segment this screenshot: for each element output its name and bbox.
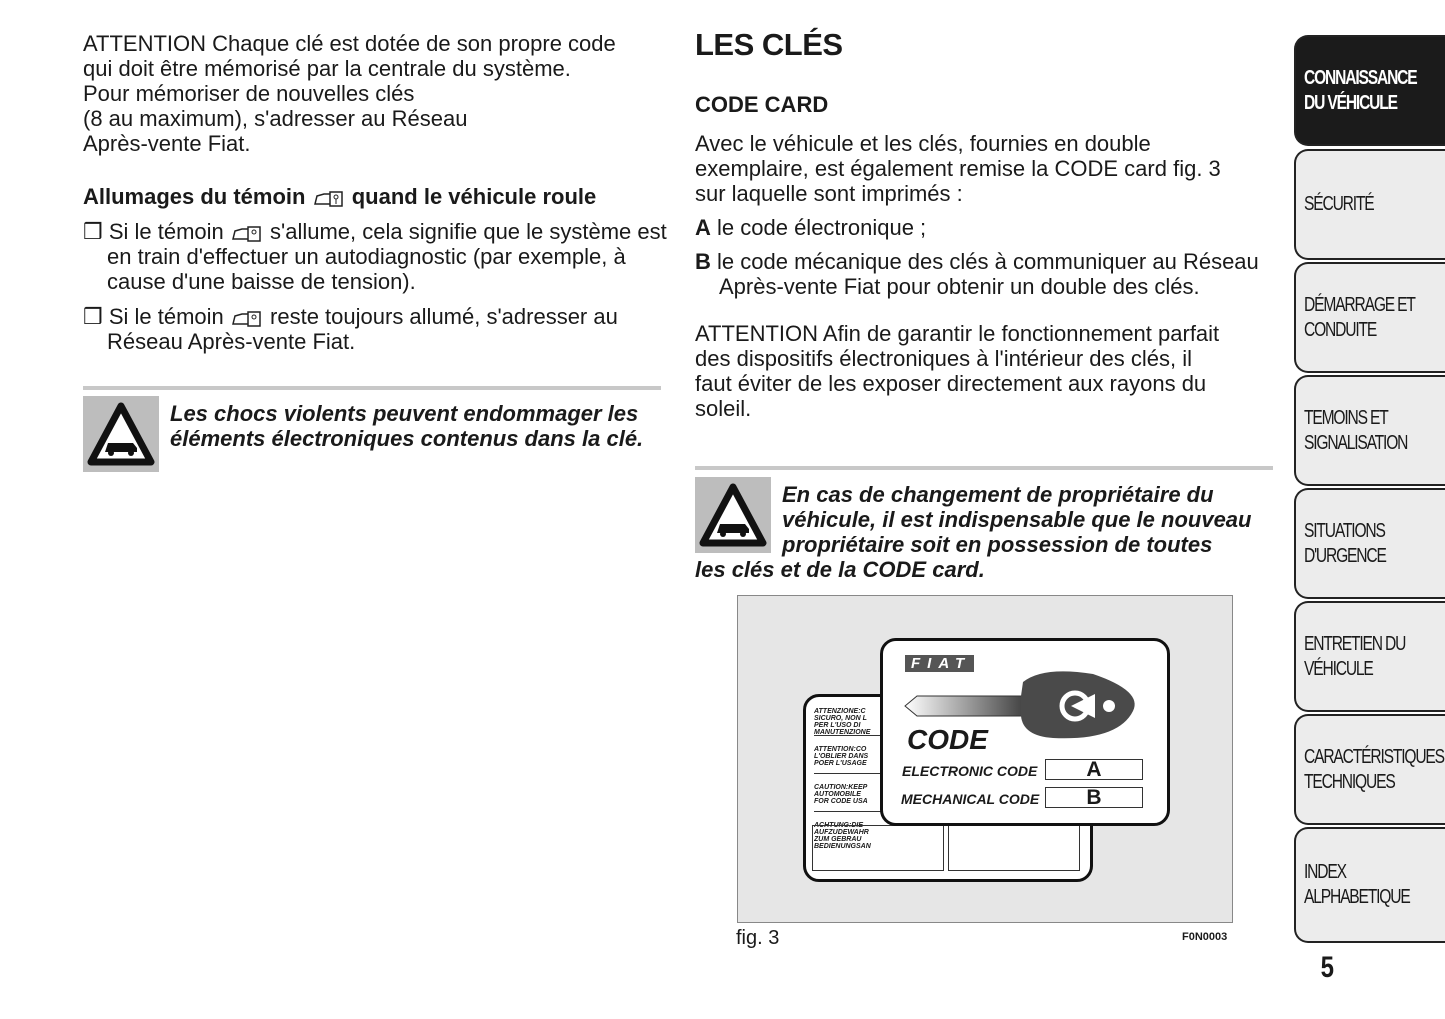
tab-label: CARACTÉRISTIQUES TECHNIQUES: [1304, 745, 1444, 793]
bullet-item: [83, 219, 687, 294]
text: reste toujours allumé, s'adresser au Réseau Après-vente Fiat.: [107, 304, 618, 354]
tab-label: ENTRETIEN DU VÉHICULE: [1304, 632, 1406, 680]
text-line: Pour mémoriser de nouvelles clés: [83, 81, 415, 106]
text-line: sur laquelle sont imprimés :: [695, 181, 963, 206]
blank-box: [948, 825, 1080, 871]
tab-label: INDEX ALPHABETIQUE: [1304, 861, 1410, 908]
text-line: Avec le véhicule et les clés, fournies en double: [695, 131, 1151, 156]
mechanical-code-box: B: [1045, 787, 1143, 808]
tab-label: CONNAISSANCE DU VÉHICULE: [1304, 66, 1417, 114]
divider: [695, 466, 1273, 470]
text: le code mécanique des clés à communiquer au Réseau Après-vente Fiat pour obtenir un double des clés.: [717, 249, 1259, 299]
warning-triangle-icon: [695, 477, 771, 553]
text-line: éléments électroniques contenus dans la clé.: [170, 426, 644, 451]
section-title: CODE CARD: [695, 92, 829, 117]
warning-text: les clés et de la CODE card.: [695, 557, 985, 582]
immobilizer-icon: [230, 306, 264, 328]
text-line: exemplaire, est également remise la CODE card fig. 3: [695, 156, 1221, 181]
list-item-a: [695, 215, 926, 240]
text-line: soleil.: [695, 396, 752, 421]
label: A: [695, 215, 711, 240]
code-card-figure: [737, 595, 1233, 923]
text: quand le véhicule roule: [351, 184, 597, 209]
divider: [83, 386, 661, 390]
text-line: En cas de changement de propriétaire du: [782, 482, 1214, 507]
text-line: faut éviter de les exposer directement aux rayons du: [695, 371, 1207, 396]
tab-demarrage-et-conduite[interactable]: [1294, 262, 1445, 373]
text-line: ACHTUNG:DIE AUFZUDEWAHR ZUM GEBRAU BEDIENUNGSAN: [814, 822, 871, 850]
text: ❒ Si le témoin: [83, 219, 224, 244]
text-line: CAUTION:KEEP AUTOMOBILE FOR CODE USA: [814, 781, 894, 812]
tab-label: TEMOINS ET SIGNALISATION: [1304, 406, 1408, 454]
electronic-code-box: A: [1045, 759, 1143, 780]
tab-entretien-du-vehicule[interactable]: [1294, 601, 1445, 712]
immobilizer-icon: [312, 186, 346, 208]
warning-text: [170, 401, 643, 451]
text-line: ATTENZIONE:C SICURO, NON L PER L'USO DI MANUTENZIONE: [814, 708, 894, 736]
warning-text: [782, 482, 1251, 557]
tab-label: SITUATIONS D'URGENCE: [1304, 519, 1386, 567]
text-line: ATTENTION:CO L'OBLIER DANS POER L'USAGE: [814, 743, 894, 774]
attention-sun: [695, 321, 1285, 421]
tab-temoins-et-signalisation[interactable]: [1294, 375, 1445, 486]
attention-keys: [83, 31, 673, 156]
blank-box: [812, 825, 944, 871]
warning-triangle-icon: [83, 396, 159, 472]
text-line: (8 au maximum), s'adresser au Réseau: [83, 106, 468, 131]
text: ❒ Si le témoin: [83, 304, 224, 329]
text-line: des dispositifs électroniques à l'intérieur des clés, il: [695, 346, 1192, 371]
electronic-code-label: ELECTRONIC CODE: [902, 763, 1038, 779]
tab-caracteristiques-techniques[interactable]: [1294, 714, 1445, 825]
tab-index-alphabetique[interactable]: [1294, 827, 1445, 943]
list-item-b: [695, 249, 1294, 299]
tab-securite[interactable]: [1294, 149, 1445, 260]
figure-caption: fig. 3: [736, 927, 780, 949]
text-line: véhicule, il est indispensable que le nouveau: [782, 507, 1252, 532]
tab-label: SÉCURITÉ: [1304, 193, 1374, 215]
intro-paragraph: [695, 131, 1285, 206]
text: Allumages du témoin: [83, 184, 306, 209]
text-line: propriétaire soit en possession de toutes: [782, 532, 1213, 557]
tab-label: DÉMARRAGE ET CONDUITE: [1304, 293, 1415, 341]
page-number: 5: [1320, 951, 1335, 984]
text: le code électronique ;: [717, 215, 927, 240]
tab-connaissance-du-vehicule[interactable]: [1294, 35, 1445, 146]
mechanical-code-label: MECHANICAL CODE: [901, 791, 1040, 807]
text-line: ATTENTION Afin de garantir le fonctionnement parfait: [695, 321, 1220, 346]
code-label: CODE: [907, 724, 988, 755]
bullet-item: [83, 304, 687, 354]
text-line: ATTENTION Chaque clé est dotée de son propre code: [83, 31, 616, 56]
text-line: qui doit être mémorisé par la centrale du système.: [83, 56, 571, 81]
card-front: [880, 638, 1170, 826]
label: B: [695, 249, 711, 274]
text-line: Les chocs violents peuvent endommager les: [170, 401, 639, 426]
page-title: LES CLÉS: [695, 27, 843, 62]
figure-reference: F0N0003: [1182, 931, 1228, 943]
tab-situations-d-urgence[interactable]: [1294, 488, 1445, 599]
text: s'allume, cela signifie que le système est en train d'effectuer un autodiagnostic (par exemple, à cause d'une baisse de tension).: [107, 219, 667, 294]
text-line: Après-vente Fiat.: [83, 131, 251, 156]
subheading-warning-light: [83, 184, 596, 209]
fiat-logo: FIAT: [905, 655, 974, 672]
immobilizer-icon: [230, 221, 264, 243]
